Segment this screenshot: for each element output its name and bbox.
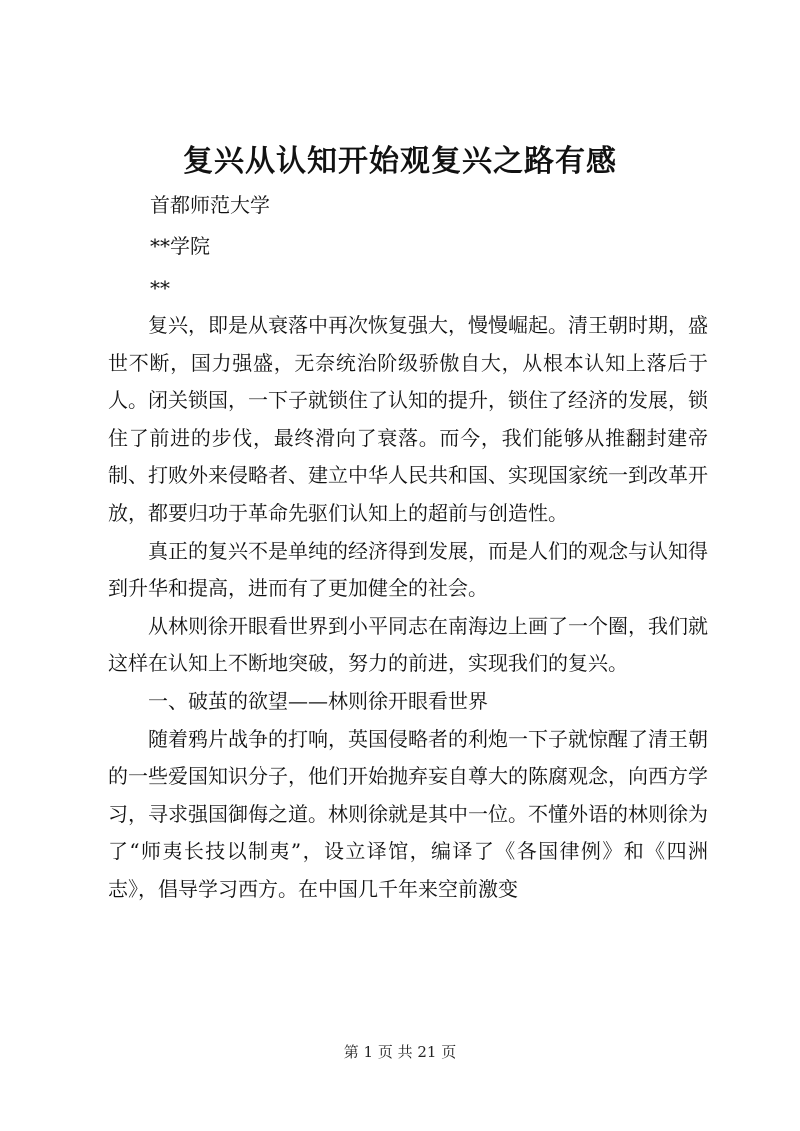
paragraph-2: 真正的复兴不是单纯的经济得到发展，而是人们的观念与认知得到升华和提高，进而有了更加健全的社会。: [108, 538, 708, 601]
author-name: **: [150, 276, 170, 300]
section-heading-1: 一、破茧的欲望——林则徐开眼看世界: [148, 688, 488, 713]
university-name: 首都师范大学: [150, 193, 270, 217]
document-body: [108, 307, 708, 909]
document-title: 复兴从认知开始观复兴之路有感: [183, 144, 617, 179]
paragraph-4: 随着鸦片战争的打响，英国侵略者的利炮一下子就惊醒了清王朝的一些爱国知识分子，他们开始抛弃妄自尊大的陈腐观念，向西方学习，寻求强国御侮之道。林则徐就是其中一位。不懂外语的林则徐为了“师夷长技以制夷”，设立译馆，编译了《各国律例》和《四洲志》，倡导学习西方。在中国几千年来空前激变: [108, 726, 708, 901]
page-footer: 第 1 页 共 21 页: [343, 1043, 457, 1061]
paragraph-3: 从林则徐开眼看世界到小平同志在南海边上画了一个圈，我们就这样在认知上不断地突破，努力的前进，实现我们的复兴。: [108, 613, 708, 676]
paragraph-1: 复兴，即是从衰落中再次恢复强大，慢慢崛起。清王朝时期，盛世不断，国力强盛，无奈统治阶级骄傲自大，从根本认知上落后于人。闭关锁国，一下子就锁住了认知的提升，锁住了经济的发展，锁住了前进的步伐，最终滑向了衰落。而今，我们能够从推翻封建帝制、打败外来侵略者、建立中华人民共和国、实现国家统一到改革开放，都要归功于革命先驱们认知上的超前与创造性。: [108, 313, 708, 525]
college-name: **学院: [150, 234, 210, 258]
